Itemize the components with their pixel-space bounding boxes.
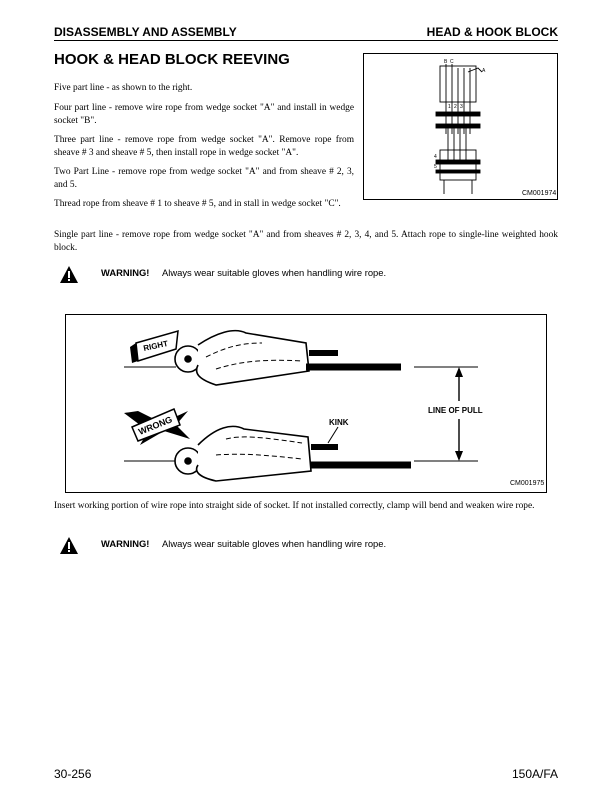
warning-triangle-icon — [60, 537, 78, 554]
page-header — [54, 24, 558, 41]
header-topic-title: HEAD & HOOK BLOCK — [426, 25, 558, 39]
socket-b-label: B — [444, 59, 448, 65]
paragraph-two-part: Two Part Line - remove rope from wedge socket "A" and from sheave # 2, 3, and 5. — [54, 167, 354, 191]
model-code: 150A/FA — [511, 767, 558, 781]
page-number: 30-256 — [54, 767, 92, 781]
warning-label: WARNING! — [101, 538, 150, 549]
wrong-socket-body — [197, 426, 311, 481]
pull-arrow-down-icon — [455, 451, 463, 461]
pull-arrow-up-icon — [455, 367, 463, 377]
sheave-3-label: 3 — [460, 104, 463, 110]
socket-a-upper-label: A — [482, 68, 486, 74]
warning-notice-1 — [54, 266, 558, 292]
head-sheave-shaft — [436, 112, 480, 116]
hook-block-frame — [440, 150, 476, 180]
figure1-code: CM001974 — [522, 190, 557, 197]
reeving-diagram-figure — [363, 53, 558, 200]
wedge-socket-figure — [65, 314, 547, 493]
line-of-pull-label: LINE OF PULL — [428, 406, 483, 415]
paragraph-four-part: Four part line - remove wire rope from wedge socket "A" and install in wedge socket "B". — [54, 103, 354, 127]
sheave-5-label: 5 — [434, 164, 437, 170]
reeving-diagram — [364, 54, 559, 201]
warning-triangle-icon — [60, 266, 78, 283]
socket-c-label: C — [450, 59, 454, 65]
right-tag — [130, 331, 178, 363]
sheave-2-label: 2 — [454, 104, 457, 110]
figure2-code: CM001975 — [510, 480, 545, 487]
paragraph-three-part: Three part line - remove rope from wedge socket "A". Remove rope from sheave # 3 and sheave # 5, then install rope in wedge socket "A". — [54, 135, 354, 159]
paragraph-single-part: Single part line - remove rope from wedge socket "A" and from sheaves # 2, 3, 4, and 5. Attach rope to single-line weighted hook block. — [54, 230, 558, 254]
paragraph-thread-rope: Thread rope from sheave # 1 to sheave # 5, and in stall in wedge socket "C". — [54, 199, 341, 209]
warning-text: Always wear suitable gloves when handling wire rope. — [162, 267, 387, 278]
wedge-socket-diagram — [66, 315, 548, 494]
warning-text: Always wear suitable gloves when handling wire rope. — [162, 538, 387, 549]
sheave-4-label: 4 — [434, 154, 437, 160]
kink-pointer — [328, 427, 338, 443]
right-socket-body — [197, 331, 309, 385]
header-section-title: DISASSEMBLY AND ASSEMBLY — [54, 25, 237, 39]
wrong-label: WRONG — [137, 414, 174, 437]
page-title: HOOK & HEAD BLOCK REEVING — [54, 51, 290, 68]
kink-label: KINK — [329, 418, 349, 427]
wrong-tag — [124, 409, 190, 445]
right-label: RIGHT — [142, 338, 169, 353]
paragraph-insert-rope: Insert working portion of wire rope into straight side of socket. If not installed correctly, clamp will bend and weaken wire rope. — [54, 501, 535, 511]
paragraph-five-part: Five part line - as shown to the right. — [54, 83, 193, 93]
warning-label: WARNING! — [101, 267, 150, 278]
sheave-1-label: 1 — [448, 104, 451, 110]
warning-notice-2 — [54, 537, 558, 563]
